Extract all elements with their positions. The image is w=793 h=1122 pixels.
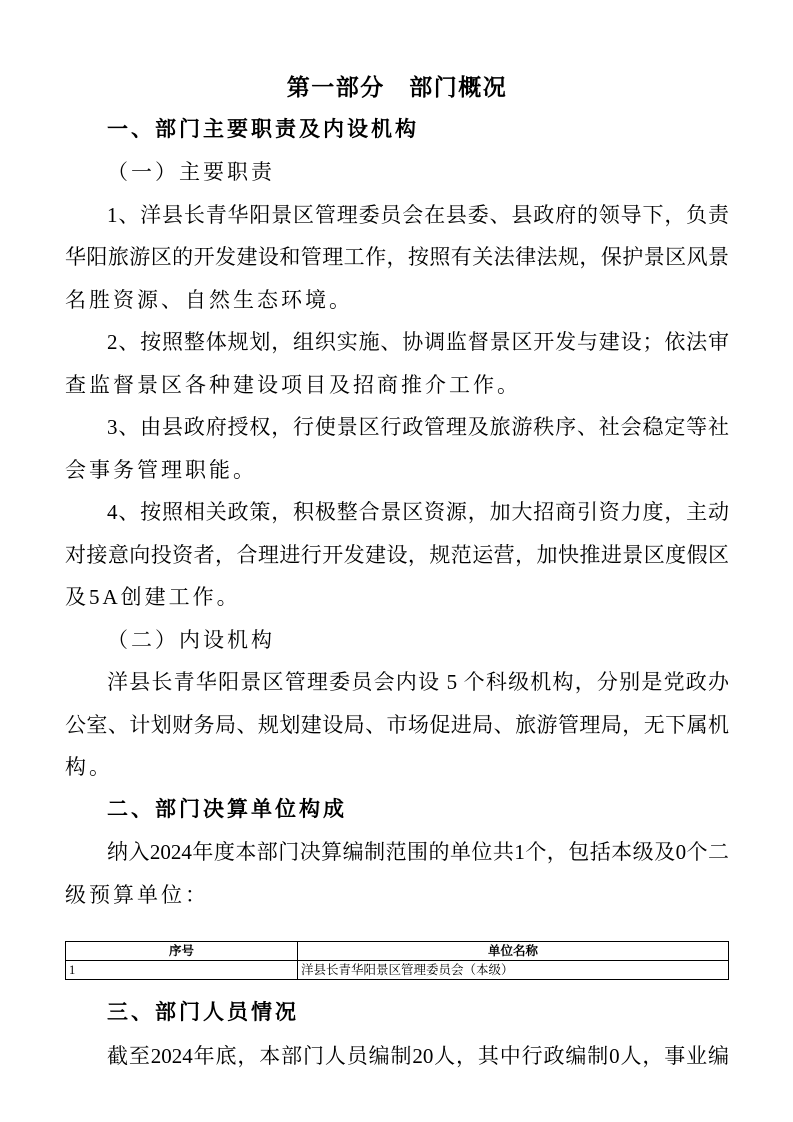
text-line: 名胜资源、自然生态环境。 — [65, 287, 353, 312]
text-line: 查监督景区各种建设项目及招商推介工作。 — [65, 372, 521, 397]
text-line: 纳入2024年度本部门决算编制范围的单位共1个，包括本级及0个二 — [107, 840, 729, 864]
unit-table — [65, 941, 729, 980]
text-line: 4、按照相关政策，积极整合景区资源，加大招商引资力度，主动 — [107, 500, 729, 524]
text-line: 1、洋县长青华阳景区管理委员会在县委、县政府的领导下，负责 — [107, 202, 729, 227]
table-cell: 洋县长青华阳景区管理委员会（本级） — [298, 961, 729, 980]
text-line: 3、由县政府授权，行使景区行政管理及旅游秩序、社会稳定等社 — [107, 415, 729, 439]
document-body — [65, 109, 729, 1078]
paragraph — [65, 194, 729, 322]
paragraph — [65, 321, 729, 406]
text-line: 截至2024年底，本部门人员编制20人，其中行政编制0人，事业编 — [107, 1043, 729, 1068]
table-header-cell: 序号 — [66, 942, 298, 961]
paragraph — [65, 406, 729, 491]
table-row — [66, 961, 729, 980]
paragraph — [65, 491, 729, 619]
text-line: 会事务管理职能。 — [65, 457, 257, 482]
text-line: 公室、计划财务局、规划建设局、市场促进局、旅游管理局，无下属机 — [65, 712, 729, 737]
sub-heading: （一）主要职责 — [107, 160, 275, 184]
text-line: 级预算单位： — [65, 882, 209, 907]
section-heading: 一、部门主要职责及内设机构 — [107, 117, 419, 141]
text-line: 2、按照整体规划，组织实施、协调监督景区开发与建设；依法审 — [107, 330, 729, 354]
sub-heading: （二）内设机构 — [107, 627, 275, 652]
table-cell: 1 — [66, 961, 298, 980]
text-line: 华阳旅游区的开发建设和管理工作，按照有关法律法规，保护景区风景 — [65, 245, 729, 269]
text-line: 构。 — [65, 755, 113, 779]
text-line: 洋县长青华阳景区管理委员会内设 5 个科级机构，分别是党政办 — [107, 670, 729, 694]
text-line: 对接意向投资者，合理进行开发建设，规范运营，加快推进景区度假区 — [65, 542, 729, 567]
section-heading: 二、部门决算单位构成 — [107, 797, 347, 821]
page-title: 第一部分 部门概况 — [286, 74, 508, 100]
paragraph — [65, 831, 729, 916]
section-heading: 三、部门人员情况 — [107, 1001, 299, 1024]
table-header-cell: 单位名称 — [298, 942, 729, 961]
text-line: 及5A创建工作。 — [65, 585, 241, 609]
table-header-row — [66, 942, 729, 961]
paragraph — [65, 1035, 729, 1078]
paragraph — [65, 661, 729, 789]
